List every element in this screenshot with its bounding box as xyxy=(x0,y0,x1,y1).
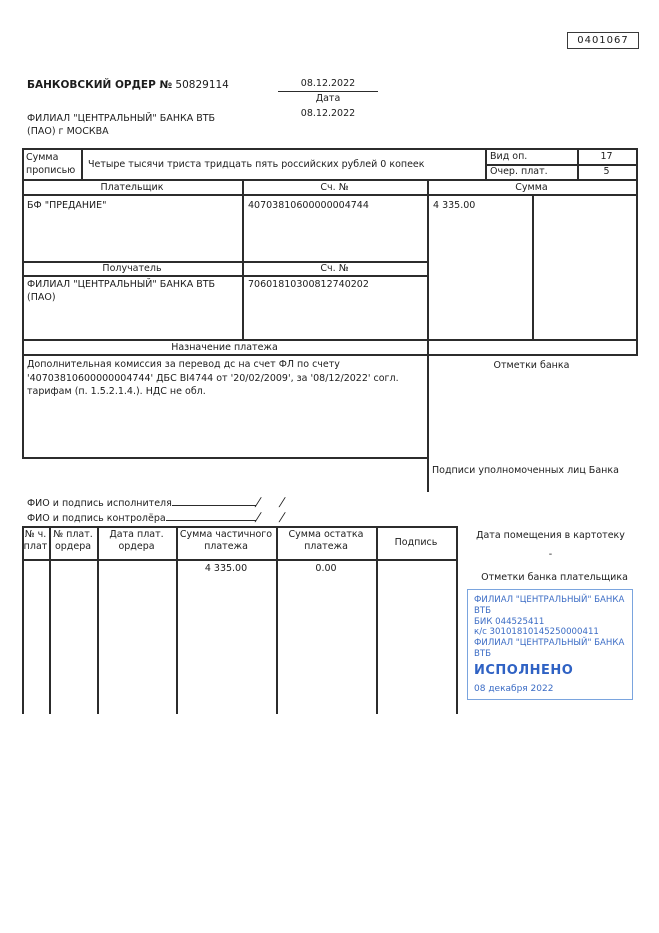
issuing-bank-line2: (ПАО) г МОСКВА xyxy=(27,126,109,137)
signature-slash: / xyxy=(253,510,263,524)
purpose-text: Дополнительная комиссия за перевод дс на счет ФЛ по счету '40703810600000004744' ДБС BI4744 от '20/02/2009', за '08/12/2022' согл. тарифам (п. 1.5.2.1.4.). НДС не обл. xyxy=(27,359,399,397)
border-line xyxy=(22,148,638,150)
stamp-bank-line: ФИЛИАЛ "ЦЕНТРАЛЬНЫЙ" БАНКА ВТБ xyxy=(474,595,625,616)
payee-account-header: Сч. № xyxy=(320,263,349,274)
stamp-bank-line: ФИЛИАЛ "ЦЕНТРАЛЬНЫЙ" БАНКА ВТБ xyxy=(474,638,625,659)
signature-line xyxy=(166,510,256,521)
signature-line xyxy=(172,495,256,506)
op-priority-value: 5 xyxy=(603,166,610,177)
bank-signatures-label: Подписи уполномоченных лиц Банка xyxy=(432,465,619,476)
border-line xyxy=(242,179,244,340)
purpose-header: Назначение платежа xyxy=(171,342,278,353)
border-line xyxy=(427,179,429,492)
border-line xyxy=(376,526,378,714)
date-value: 08.12.2022 xyxy=(278,77,378,92)
op-type-label: Вид оп. xyxy=(490,151,528,162)
op-type-value: 17 xyxy=(600,151,613,162)
date-block xyxy=(278,77,378,120)
cardfile-date-label: Дата помещения в картотеку xyxy=(476,530,625,541)
payee-header: Получатель xyxy=(102,263,162,274)
stamp-status: ИСПОЛНЕНО xyxy=(474,662,574,678)
ptable-header-cell: Подпись xyxy=(394,537,438,548)
controller-signature-row xyxy=(27,510,287,525)
sum-header: Сумма xyxy=(515,182,548,193)
date-label: Дата xyxy=(315,93,341,104)
issuing-bank-name xyxy=(27,112,215,138)
remainder-amount: 0.00 xyxy=(315,563,337,574)
ptable-header-cell: № плат. ордера xyxy=(53,529,93,552)
form-code: 0401067 xyxy=(577,35,629,46)
border-line xyxy=(276,526,278,714)
controller-label: ФИО и подпись контролёра xyxy=(27,513,166,524)
partial-payment-amount: 4 335.00 xyxy=(204,563,248,574)
document-title-label: БАНКОВСКИЙ ОРДЕР № xyxy=(27,79,173,91)
border-line xyxy=(22,194,638,196)
payee-account: 70601810300812740202 xyxy=(248,279,369,290)
payer-account: 40703810600000004744 xyxy=(248,200,369,211)
date-value-2: 08.12.2022 xyxy=(300,108,356,119)
border-line xyxy=(176,526,178,714)
border-line xyxy=(636,148,638,355)
payer-account-header: Сч. № xyxy=(320,182,349,193)
executor-signature-row xyxy=(27,495,287,510)
amount-words-value: Четыре тысячи триста тридцать пять российских рублей 0 копеек xyxy=(88,159,425,170)
op-priority-label: Очер. плат. xyxy=(490,166,548,177)
cardfile-date-value: - xyxy=(548,549,553,560)
border-line xyxy=(22,526,458,528)
amount-words-label: Сумма прописью xyxy=(26,152,76,176)
border-line xyxy=(22,275,429,277)
stamp-bik-line: БИК 044525411 xyxy=(474,616,545,627)
border-line xyxy=(49,526,51,714)
signature-slash: / xyxy=(277,510,287,524)
border-line xyxy=(22,457,429,459)
payer-bank-marks-label: Отметки банка плательщика xyxy=(481,572,628,583)
ptable-header-cell: № ч. плат xyxy=(23,529,48,552)
border-line xyxy=(97,526,99,714)
bank-marks-label: Отметки банка xyxy=(493,360,570,371)
amount-value: 4 335.00 xyxy=(433,200,476,211)
payee-name: ФИЛИАЛ "ЦЕНТРАЛЬНЫЙ" БАНКА ВТБ (ПАО) xyxy=(27,279,216,303)
border-line xyxy=(22,148,24,458)
document-title xyxy=(27,78,229,92)
signature-slash: / xyxy=(277,495,287,509)
ptable-header-cell: Сумма остатка платежа xyxy=(288,529,364,552)
bank-executed-stamp xyxy=(467,589,633,700)
form-code-box xyxy=(567,32,639,49)
executor-label: ФИО и подпись исполнителя xyxy=(27,498,172,509)
stamp-date: 08 декабря 2022 xyxy=(474,683,554,694)
ptable-header-cell: Сумма частичного платежа xyxy=(179,529,273,552)
border-line xyxy=(22,526,24,714)
payer-name: БФ "ПРЕДАНИЕ" xyxy=(27,200,107,211)
order-number: 50829114 xyxy=(175,79,229,91)
border-line xyxy=(22,354,638,356)
issuing-bank-line1: ФИЛИАЛ "ЦЕНТРАЛЬНЫЙ" БАНКА ВТБ xyxy=(27,113,216,124)
signature-slash: / xyxy=(253,495,263,509)
border-line xyxy=(485,148,487,180)
border-line xyxy=(22,559,458,561)
stamp-corr-account-line: к/с 30101810145250000411 xyxy=(474,627,599,638)
payer-header: Плательщик xyxy=(100,182,164,193)
border-line xyxy=(532,194,534,340)
ptable-header-cell: Дата плат. ордера xyxy=(109,529,164,552)
border-line xyxy=(81,148,83,180)
